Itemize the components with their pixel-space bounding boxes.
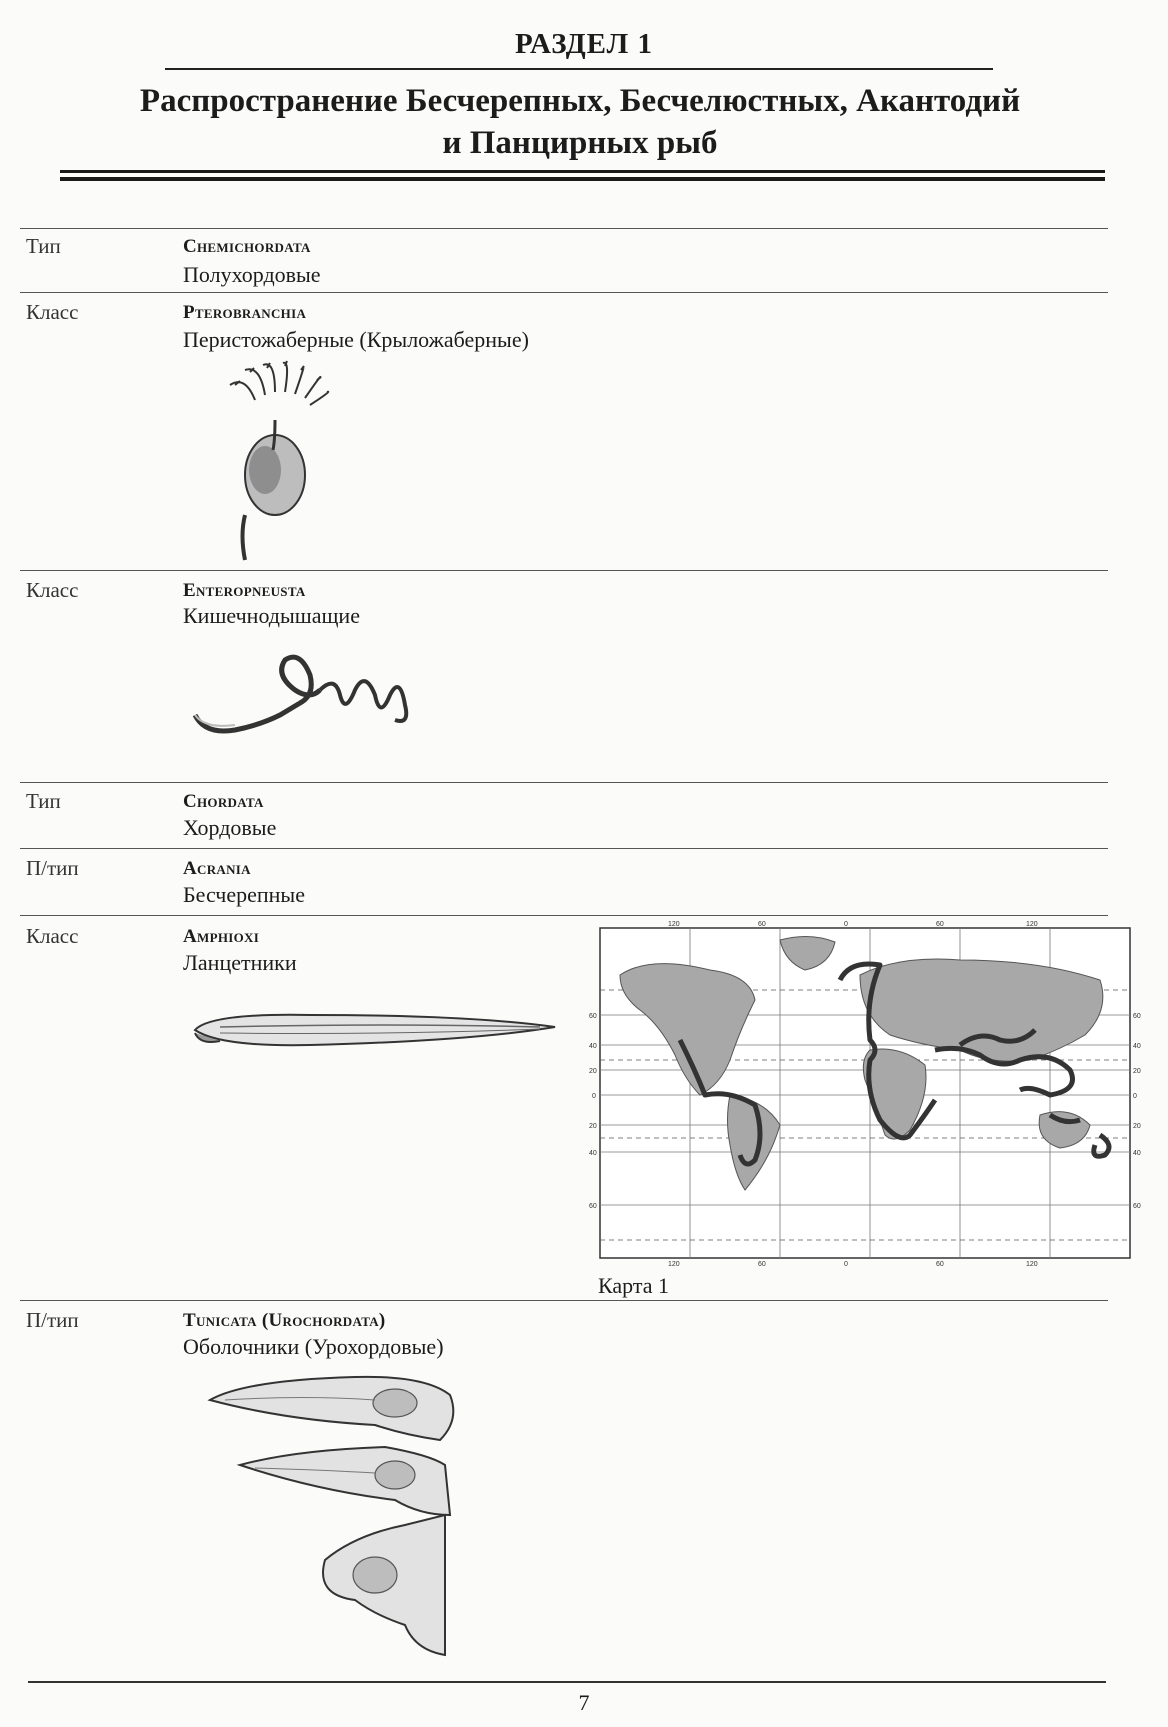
- map-right-label: 40: [1133, 1150, 1141, 1157]
- rank-label: Тип: [26, 234, 61, 258]
- map-left-label: 40: [589, 1043, 597, 1050]
- row-divider: [20, 848, 1108, 849]
- enteropneust-illustration: [190, 645, 440, 755]
- map-top-label: 120: [1026, 921, 1038, 928]
- world-map: [580, 920, 1140, 1270]
- map-top-label: 60: [758, 921, 766, 928]
- taxon-latin: Acrania: [183, 858, 251, 879]
- map-top-label: 0: [844, 921, 848, 928]
- rank-label: П/тип: [26, 856, 79, 880]
- pterobranch-illustration: [215, 360, 365, 565]
- row-divider: [20, 570, 1108, 571]
- tunicate-illustration: [205, 1365, 475, 1665]
- title-line-1: Распространение Бесчерепных, Бесчелюстных, Акантодий: [139, 83, 1021, 119]
- taxon-latin: Chordata: [183, 791, 264, 812]
- taxon-russian: Перистожаберные (Крыложаберные): [183, 327, 529, 352]
- map-bottom-label: 60: [936, 1261, 944, 1268]
- taxon-russian: Ланцетники: [183, 950, 297, 975]
- title-rule-bottom: [60, 177, 1105, 181]
- map-left-label: 60: [589, 1013, 597, 1020]
- rank-label: Класс: [26, 300, 79, 324]
- map-left-label: 20: [589, 1068, 597, 1075]
- map-left-label: 40: [589, 1150, 597, 1157]
- header-rule: [165, 68, 993, 70]
- taxon-latin: Chemichordata: [183, 236, 311, 257]
- rank-label: П/тип: [26, 1308, 79, 1332]
- map-left-label: 0: [592, 1093, 596, 1100]
- map-left-label: 20: [589, 1123, 597, 1130]
- row-divider: [20, 915, 1108, 916]
- map-right-label: 0: [1133, 1093, 1137, 1100]
- title-rule-top: [60, 170, 1105, 173]
- page-title: [60, 80, 1100, 164]
- map-right-label: 60: [1133, 1013, 1141, 1020]
- taxon-russian: Кишечнодышащие: [183, 603, 360, 628]
- rank-label: Класс: [26, 924, 79, 948]
- taxon-russian: Полухордовые: [183, 262, 321, 287]
- title-line-2: и Панцирных рыб: [442, 125, 718, 161]
- row-divider: [20, 228, 1108, 229]
- taxon-latin: Amphioxi: [183, 926, 260, 947]
- map-bottom-label: 120: [668, 1261, 680, 1268]
- page-number: 7: [578, 1690, 590, 1715]
- lancelet-illustration: [190, 1005, 560, 1055]
- footer-rule: [28, 1681, 1106, 1683]
- map-right-label: 60: [1133, 1203, 1141, 1210]
- map-right-label: 20: [1133, 1068, 1141, 1075]
- map-bottom-label: 0: [844, 1261, 848, 1268]
- taxon-russian: Оболочники (Урохордовые): [183, 1334, 444, 1359]
- row-divider: [20, 292, 1108, 293]
- map-caption: Карта 1: [598, 1273, 670, 1298]
- row-divider: [20, 1300, 1108, 1301]
- map-right-label: 20: [1133, 1123, 1141, 1130]
- map-right-label: 40: [1133, 1043, 1141, 1050]
- section-label: РАЗДЕЛ 1: [514, 28, 654, 60]
- rank-label: Класс: [26, 578, 79, 602]
- taxon-russian: Хордовые: [183, 815, 277, 840]
- taxon-latin: Pterobranchia: [183, 302, 307, 323]
- map-bottom-label: 60: [758, 1261, 766, 1268]
- map-top-label: 60: [936, 921, 944, 928]
- rank-label: Тип: [26, 789, 61, 813]
- map-top-label: 120: [668, 921, 680, 928]
- map-left-label: 60: [589, 1203, 597, 1210]
- taxon-russian: Бесчерепные: [183, 882, 305, 907]
- taxon-latin: Enteropneusta: [183, 580, 306, 601]
- taxon-latin: Tunicata (Urochordata): [183, 1310, 386, 1331]
- row-divider: [20, 782, 1108, 783]
- map-bottom-label: 120: [1026, 1261, 1038, 1268]
